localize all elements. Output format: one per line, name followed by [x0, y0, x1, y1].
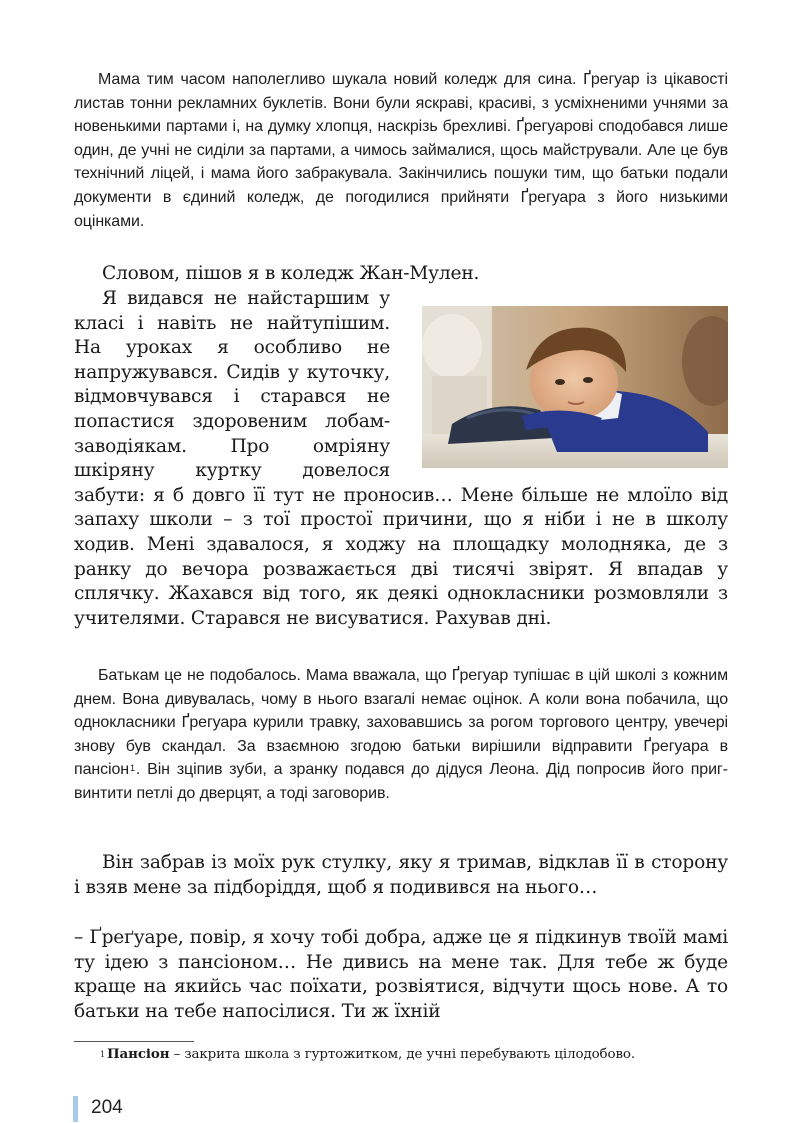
- paragraph-parents: [74, 664, 728, 806]
- paragraph-intro: Мама тим часом наполегливо шукала новий коледж для сина. Ґрегуар із цікавості листав тонни рекламних буклетів. Вони були яскраві, красиві, з усміхненими учнями за новенькими партами і, на думку хлопця, наскрізь брехливі. Ґрегуарові сподобався лише один, де учні не сиділи за партами, а чимось займалися, щось майстрували. Але це був технічний ліцей, і мама його забракувала. Закінчились пошуки тим, що батьки подали документи в єдиний коледж, де погодилися прийняти Ґрегуара з його низькими оцінками.: [74, 71, 728, 230]
- footnote-number: 1: [100, 1050, 105, 1059]
- footnote-text: – закрита школа з гуртожитком, де учні перебувають цілодобово.: [169, 1047, 636, 1062]
- footnote-divider: [74, 1041, 194, 1042]
- footnote-reference: 1: [130, 763, 135, 774]
- footnote: [100, 1045, 730, 1064]
- page-number: 204: [91, 1097, 123, 1118]
- footnote-term: Пансіон: [107, 1046, 170, 1062]
- schoolboy-photo: [422, 306, 728, 468]
- paragraph-dialogue: – Ґреґуаре, повір, я хочу тобі добра, адже це я підкинув твоїй мамі ту ідею з пансіоном… Не дивись на мене так. Для тебе ж буде краще на якийсь час поїхати, розвіятися, відчути щось нове. А то батьки на тебе напосілися. Ти ж їхній: [74, 927, 728, 1022]
- page-number-bar: [73, 1096, 78, 1122]
- paragraph-parents-text-end: . Він зціпив зуби, а зранку подався до дідуся Леона. Дід попросив його пригвинтити петлі до дверцят, а тоді заговорив.: [74, 761, 728, 802]
- paragraph-college: Словом, пішов я в коледж Жан-Мулен.: [102, 263, 480, 284]
- paragraph-class-text: Я видався не найстаршим у класі і навіть не найтупішим. На уроках я особливо не напружувався. Сидів у куточку, відмовчувався і старався не попастися здоровеним лобам-заводіякам. Про омріяну шкіряну куртку довелося забути: я б довго її тут не проносив… Мене більше не млоїло від запаху школи – з тої простої причини, що я ніби і не в школу ходив. Мені здавалося, я ходжу на площадку молодняка, де з ранку до вечора розважається дві тисячі звірят. Я впадав у сплячку. Жахався від того, як деякі однокласники розмовляли з учителями. Старався не висуватися. Рахував дні.: [74, 288, 728, 629]
- paragraph-grandfather: Він забрав із моїх рук стулку, яку я тримав, відклав її в сторону і взяв мене за підборіддя, щоб я подивився на нього…: [74, 852, 728, 898]
- paragraph-parents-text: Батькам це не подобалось. Мама вважала, що Ґрегуар тупішає в цій школі з кожним днем. Вона дивувалась, чому в нього взагалі немає оцінок. А коли вона побачила, що однокласники Ґрегуара курили травку, заховавшись за рогом торгового центру, увечері знову був скандал. За взаємною згодою батьки вирішили відправити Ґрегуара в пансіон: [74, 667, 728, 779]
